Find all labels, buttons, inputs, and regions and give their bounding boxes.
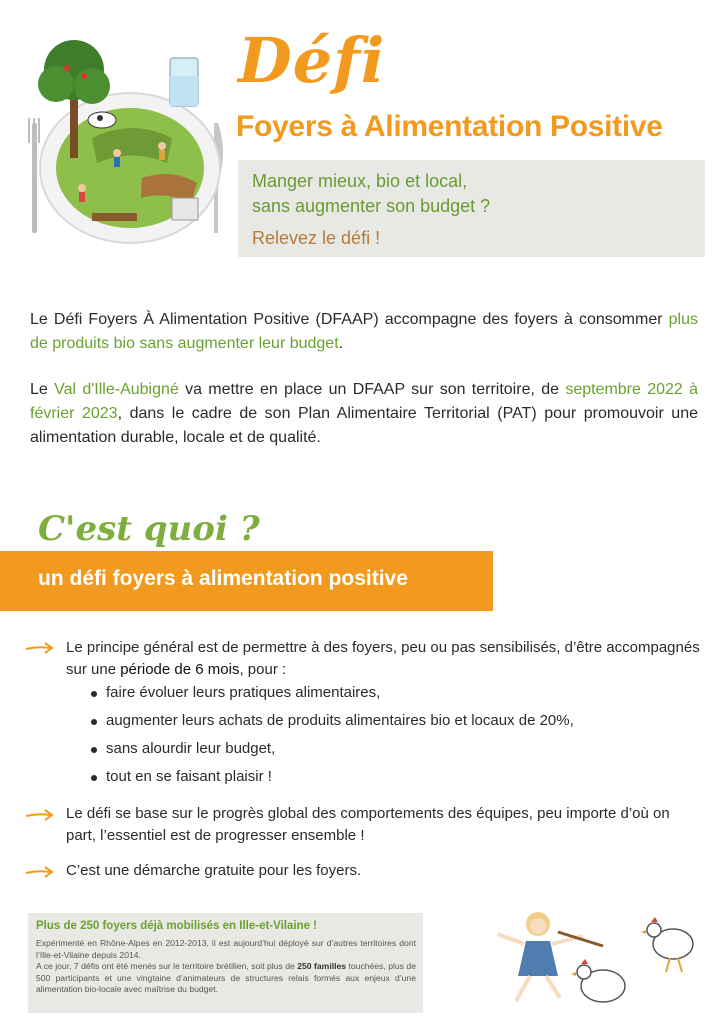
- page-subtitle: Foyers à Alimentation Positive: [236, 110, 663, 143]
- list-item-text: augmenter leurs achats de produits alimentaires bio et locaux de 20%,: [106, 712, 574, 729]
- list-item-text: sans alourdir leur budget,: [106, 740, 276, 757]
- list-item: [92, 684, 380, 701]
- intro-paragraph-1: [30, 308, 698, 356]
- intro-p1-text: Le Défi Foyers À Alimentation Positive (DFAAP) accompagne des foyers à consommer: [30, 311, 669, 328]
- info-box-body-c: touchées, plus de 500 participants et une vingtaine d’animateurs de structures relais formés aux enjeux d’une alimentation bio-locale avec maîtrise du budget.: [36, 961, 416, 994]
- plate-farm-illustration: [22, 28, 232, 248]
- arrow-right-icon: [24, 808, 56, 822]
- arrow-right-icon: [24, 865, 56, 879]
- intro-paragraph-2: [30, 378, 698, 450]
- section-banner-label: un défi foyers à alimentation positive: [38, 567, 408, 590]
- list-item: [92, 768, 272, 785]
- section-banner: [0, 551, 493, 611]
- info-box-body-a: Expérimenté en Rhône-Alpes en 2012-2013, il est aujourd’hui déployé sur d’autres territoires dont l’Ille-et-Vilaine depuis 2014.: [36, 938, 416, 960]
- intro-p1-highlight: plus de produits bio sans augmenter leur budget: [30, 311, 698, 352]
- info-box-heading: Plus de 250 foyers déjà mobilisés en Ille-et-Vilaine !: [36, 920, 318, 932]
- list-item: [92, 712, 574, 729]
- intro-p2-highlight-dates: septembre 2022 à février 2023: [30, 381, 698, 422]
- tagline-line-1: Manger mieux, bio et local,: [252, 171, 468, 191]
- info-box-body-b: A ce jour, 7 défis ont été menés sur le territoire brétilien, soit plus de: [36, 961, 298, 971]
- girl-chickens-illustration: [488, 906, 710, 1018]
- bullet-principle-text: Le principe général est de permettre à des foyers, peu ou pas sensibilisés, d’être accompagnés sur une: [66, 639, 700, 678]
- list-item-text: faire évoluer leurs pratiques alimentaires,: [106, 684, 381, 701]
- section-script-title: C'est quoi ?: [38, 509, 260, 549]
- list-item: [92, 740, 275, 757]
- arrow-right-icon: [24, 641, 56, 655]
- intro-p2-text-a: Le: [30, 381, 55, 398]
- intro-p2-highlight-territory: Val d'Ille-Aubigné: [54, 381, 179, 398]
- info-box: [28, 913, 423, 1013]
- bullet-free: C’est une démarche gratuite pour les foyers.: [66, 862, 362, 879]
- tagline-line-2: sans augmenter son budget ?: [252, 196, 491, 216]
- intro-p2-text-c: , dans le cadre de son Plan Alimentaire Territorial (PAT) pour promouvoir une alimentation durable, locale et de qualité.: [30, 405, 699, 446]
- list-item-text: tout en se faisant plaisir !: [106, 768, 272, 785]
- tagline-box: [238, 160, 705, 257]
- bullet-principle: [66, 637, 701, 681]
- info-box-body-strong: 250 familles: [297, 961, 347, 971]
- bullet-principle-period: période de 6 mois: [120, 661, 240, 678]
- info-box-body: [36, 938, 416, 996]
- tagline-cta: Relevez le défi !: [252, 228, 381, 248]
- intro-p1-end: .: [338, 335, 344, 352]
- intro-p2-text-b: va mettre en place un DFAAP sur son territoire, de: [178, 381, 566, 398]
- bullet-principle-end: , pour :: [239, 661, 287, 678]
- bullet-progress: Le défi se base sur le progrès global des comportements des équipes, peu importe d’où on part, l’essentiel est de progresser ensemble !: [66, 805, 670, 844]
- title-script: Défi: [238, 24, 386, 97]
